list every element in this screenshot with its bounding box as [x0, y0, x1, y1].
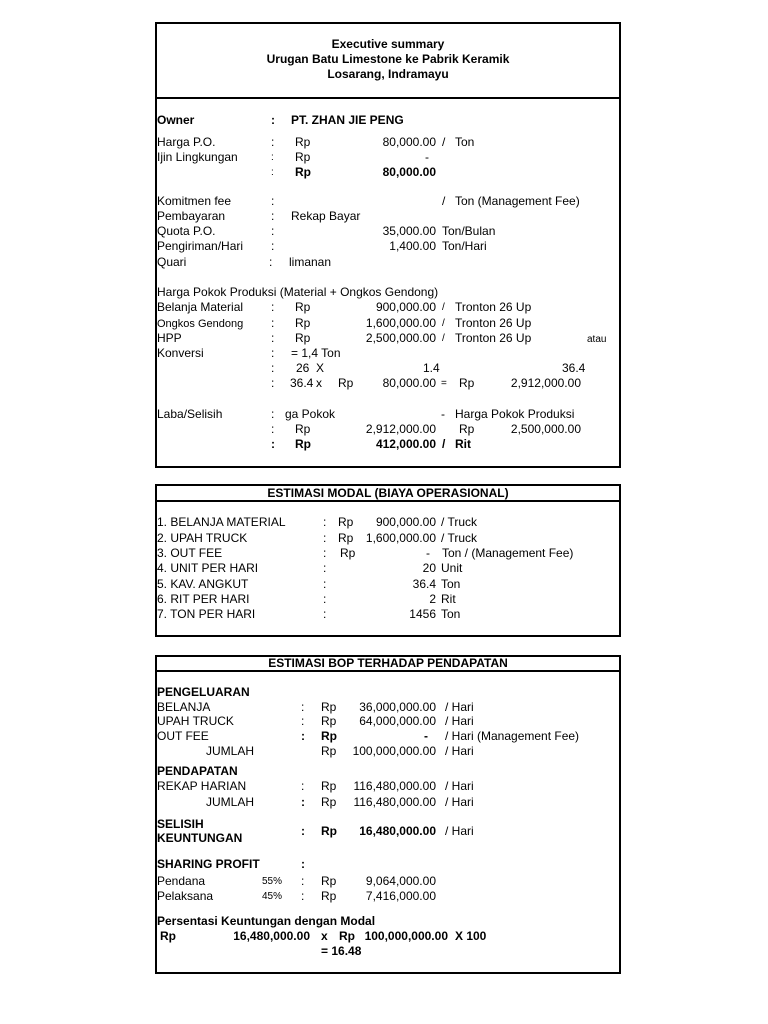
- pelaksana-value: 7,416,000.00: [365, 889, 436, 903]
- modal-row-label: 1. BELANJA MATERIAL: [157, 515, 286, 529]
- pelaksana-rp: Rp: [321, 889, 337, 903]
- modal-row-rp: Rp: [340, 546, 356, 560]
- bop-belanja-unit: / Hari: [445, 700, 474, 714]
- hpp-title: Harga Pokok Produksi (Material + Ongkos Gendong): [157, 285, 439, 299]
- selisih-label-2: KEUNTUNGAN: [157, 831, 243, 845]
- konversi2-x: X: [316, 361, 325, 375]
- quari-sep: :: [269, 255, 273, 269]
- modal-row-value: 900,000.00: [375, 515, 436, 529]
- bop-belanja-sep: :: [301, 700, 305, 714]
- owner-sep: :: [271, 113, 275, 127]
- belanja-material-sep: :: [271, 300, 275, 314]
- ongkos-gendong-label: Ongkos Gendong: [157, 318, 244, 330]
- komitmen-slash: /: [442, 194, 446, 208]
- modal-row-unit: / Truck: [441, 515, 478, 529]
- modal-row-sep: :: [323, 577, 327, 591]
- selisih-unit: / Hari: [445, 824, 474, 838]
- komitmen-unit: Ton (Management Fee): [455, 194, 580, 208]
- belanja-material-slash: /: [442, 302, 445, 313]
- bop-jumlah2-value: 116,480,000.00: [353, 795, 436, 809]
- modal-row-unit: Ton: [441, 577, 461, 591]
- belanja-material-label: Belanja Material: [157, 300, 244, 314]
- modal-row-value: 1456: [409, 607, 436, 621]
- ongkos-gendong-value: 1,600,000.00: [365, 316, 436, 330]
- quota-unit: Ton/Bulan: [442, 224, 496, 238]
- konversi3-rp2: Rp: [459, 376, 475, 390]
- komitmen-sep: :: [271, 194, 275, 208]
- konversi3-c: 2,912,000.00: [510, 376, 581, 390]
- bop-rekap-rp: Rp: [321, 779, 337, 793]
- bop-jumlah-label: JUMLAH: [206, 744, 255, 758]
- bop-jumlah-value: 100,000,000.00: [352, 744, 436, 758]
- bop-upah-rp: Rp: [321, 714, 337, 728]
- modal-row-unit: Rit: [441, 592, 456, 606]
- hpp-rp: Rp: [295, 331, 311, 345]
- modal-row-sep: :: [323, 561, 327, 575]
- konversi3-rp: Rp: [338, 376, 354, 390]
- konversi2-b: 1.4: [423, 361, 440, 375]
- konversi3-eq: =: [441, 378, 447, 389]
- modal-row-rp: Rp: [338, 531, 354, 545]
- ijin-value: -: [425, 150, 429, 164]
- bop-outfee-label: OUT FEE: [157, 729, 209, 743]
- bop-belanja-value: 36,000,000.00: [359, 700, 436, 714]
- laba-b: Harga Pokok Produksi: [455, 407, 575, 421]
- bop-jumlah-unit: / Hari: [445, 744, 474, 758]
- formula-x: x: [321, 929, 328, 943]
- selisih-label-1: SELISIH: [157, 817, 204, 831]
- modal-row-rp: Rp: [338, 515, 354, 529]
- bop-rekap-label: REKAP HARIAN: [157, 779, 247, 793]
- laba3-rp: Rp: [295, 437, 311, 451]
- bop-rekap-value: 116,480,000.00: [353, 779, 436, 793]
- ijin-label: Ijin Lingkungan: [157, 150, 238, 164]
- bop-outfee-value: -: [424, 729, 428, 743]
- harga-po-rp: Rp: [295, 135, 311, 149]
- konversi2-sep: :: [271, 361, 275, 375]
- hpp-value: 2,500,000.00: [365, 331, 436, 345]
- modal-row-unit: Unit: [441, 561, 463, 575]
- laba-minus: -: [441, 407, 445, 421]
- konversi3-x: x: [316, 376, 322, 390]
- pengiriman-label: Pengiriman/Hari: [157, 239, 244, 253]
- selisih-rp: Rp: [321, 824, 337, 838]
- belanja-material-value: 900,000.00: [375, 300, 436, 314]
- pembayaran-sep: :: [271, 209, 275, 223]
- konversi-value: = 1,4 Ton: [291, 346, 341, 360]
- bop-outfee-sep: :: [301, 729, 305, 743]
- ijin-rp: Rp: [295, 150, 311, 164]
- bop-belanja-label: BELANJA: [157, 700, 211, 714]
- harga-po-slash: /: [442, 135, 446, 149]
- selisih-sep: :: [301, 824, 305, 838]
- persentasi-heading: Persentasi Keuntungan dengan Modal: [157, 914, 376, 928]
- modal-row-unit: Ton: [441, 607, 461, 621]
- ongkos-gendong-sep: :: [271, 316, 275, 330]
- modal-row-sep: :: [323, 592, 327, 606]
- sharing-sep: :: [301, 857, 305, 871]
- hpp-unit: Tronton 26 Up: [455, 331, 532, 345]
- modal-row-value: 36.4: [412, 577, 436, 591]
- harga-po-sep: :: [271, 135, 275, 149]
- selisih-value: 16,480,000.00: [359, 824, 436, 838]
- ijin-sep: :: [271, 152, 274, 163]
- modal-row-value: 1,600,000.00: [365, 531, 436, 545]
- pelaksana-sep: :: [301, 889, 305, 903]
- modal-row-label: 7. TON PER HARI: [157, 607, 256, 621]
- sharing-heading: SHARING PROFIT: [157, 857, 260, 871]
- bop-title: ESTIMASI BOP TERHADAP PENDAPATAN: [268, 656, 508, 670]
- doc-subtitle: Urugan Batu Limestone ke Pabrik Keramik: [266, 52, 510, 66]
- bop-jumlah2-label: JUMLAH: [206, 795, 255, 809]
- konversi3-sep: :: [271, 376, 275, 390]
- bop-outfee-unit: / Hari (Management Fee): [445, 729, 580, 743]
- konversi2-a: 26: [296, 361, 310, 375]
- belanja-material-unit: Tronton 26 Up: [455, 300, 532, 314]
- bop-upah-sep: :: [301, 714, 305, 728]
- pendapatan-heading: PENDAPATAN: [157, 764, 238, 778]
- modal-row-unit: Ton / (Management Fee): [442, 546, 574, 560]
- laba3-unit: Rit: [455, 437, 471, 451]
- formula-a: 16,480,000.00: [233, 929, 310, 943]
- modal-row-label: 3. OUT FEE: [157, 546, 223, 560]
- laba2-b: 2,500,000.00: [510, 422, 581, 436]
- pendana-pct: 55%: [262, 876, 283, 887]
- total-sep: :: [271, 167, 274, 178]
- header-divider: [155, 97, 621, 99]
- modal-row-label: 4. UNIT PER HARI: [157, 561, 259, 575]
- pendana-value: 9,064,000.00: [365, 874, 436, 888]
- formula-result: = 16.48: [321, 944, 362, 958]
- ongkos-gendong-slash: /: [442, 318, 445, 329]
- formula-mult: X 100: [455, 929, 487, 943]
- laba2-rp: Rp: [295, 422, 311, 436]
- laba-label: Laba/Selisih: [157, 407, 223, 421]
- pengiriman-sep: :: [271, 239, 275, 253]
- total-rp: Rp: [295, 165, 311, 179]
- bop-rekap-sep: :: [301, 779, 305, 793]
- quota-sep: :: [271, 224, 275, 238]
- hpp-slash: /: [442, 333, 445, 344]
- doc-title: Executive summary: [331, 37, 445, 51]
- modal-row-label: 6. RIT PER HARI: [157, 592, 250, 606]
- modal-row-sep: :: [323, 607, 327, 621]
- quota-value: 35,000.00: [382, 224, 436, 238]
- ongkos-gendong-rp: Rp: [295, 316, 311, 330]
- pendana-label: Pendana: [157, 874, 206, 888]
- hpp-sep: :: [271, 331, 275, 345]
- belanja-material-rp: Rp: [295, 300, 311, 314]
- pengiriman-unit: Ton/Hari: [442, 239, 487, 253]
- modal-title-divider: [155, 500, 621, 502]
- formula-b: 100,000,000.00: [364, 929, 448, 943]
- pendana-rp: Rp: [321, 874, 337, 888]
- owner-label: Owner: [157, 113, 195, 127]
- bop-outfee-rp: Rp: [321, 729, 337, 743]
- bop-upah-value: 64,000,000.00: [359, 714, 436, 728]
- modal-row-sep: :: [323, 515, 327, 529]
- konversi2-c: 36.4: [562, 361, 586, 375]
- harga-po-label: Harga P.O.: [157, 135, 216, 149]
- hpp-label: HPP: [157, 331, 182, 345]
- bop-jumlah2-rp: Rp: [321, 795, 337, 809]
- modal-row-sep: :: [323, 531, 327, 545]
- bop-jumlah-rp: Rp: [321, 744, 337, 758]
- total-value: 80,000.00: [382, 165, 436, 179]
- modal-row-label: 5. KAV. ANGKUT: [157, 577, 249, 591]
- modal-row-unit: / Truck: [441, 531, 478, 545]
- laba-a: ga Pokok: [285, 407, 336, 421]
- bop-upah-unit: / Hari: [445, 714, 474, 728]
- doc-location: Losarang, Indramayu: [327, 67, 449, 81]
- laba2-rp2: Rp: [459, 422, 475, 436]
- pendana-sep: :: [301, 874, 305, 888]
- atau-label: atau: [587, 334, 607, 345]
- modal-row-value: 2: [429, 592, 436, 606]
- bop-jumlah2-sep: :: [301, 795, 305, 809]
- konversi-sep: :: [271, 346, 275, 360]
- harga-po-unit: Ton: [455, 135, 475, 149]
- laba2-sep: :: [271, 422, 275, 436]
- modal-row-value: -: [426, 546, 430, 560]
- formula-rp2: Rp: [339, 929, 355, 943]
- modal-row-value: 20: [422, 561, 436, 575]
- modal-title: ESTIMASI MODAL (BIAYA OPERASIONAL): [267, 486, 509, 500]
- laba-sep: :: [271, 407, 275, 421]
- bop-rekap-unit: / Hari: [445, 779, 474, 793]
- bop-upah-label: UPAH TRUCK: [157, 714, 234, 728]
- konversi3-a: 36.4: [290, 376, 314, 390]
- bop-title-divider: [155, 670, 621, 672]
- ongkos-gendong-unit: Tronton 26 Up: [455, 316, 532, 330]
- konversi-label: Konversi: [157, 346, 204, 360]
- pembayaran-value: Rekap Bayar: [291, 209, 361, 223]
- laba3-sep: :: [271, 437, 275, 451]
- formula-rp: Rp: [160, 929, 176, 943]
- harga-po-value: 80,000.00: [382, 135, 436, 149]
- bop-belanja-rp: Rp: [321, 700, 337, 714]
- quota-label: Quota P.O.: [157, 224, 216, 238]
- komitmen-label: Komitmen fee: [157, 194, 232, 208]
- pelaksana-label: Pelaksana: [157, 889, 214, 903]
- quari-value: limanan: [289, 255, 332, 269]
- pembayaran-label: Pembayaran: [157, 209, 226, 223]
- owner-value: PT. ZHAN JIE PENG: [291, 113, 404, 127]
- pelaksana-pct: 45%: [262, 891, 283, 902]
- modal-row-sep: :: [323, 546, 327, 560]
- pengeluaran-heading: PENGELUARAN: [157, 685, 250, 699]
- laba2-a: 2,912,000.00: [365, 422, 436, 436]
- pengiriman-value: 1,400.00: [389, 239, 436, 253]
- laba3-value: 412,000.00: [375, 437, 436, 451]
- quari-label: Quari: [157, 255, 187, 269]
- konversi3-b: 80,000.00: [382, 376, 436, 390]
- laba3-slash: /: [442, 437, 446, 451]
- bop-jumlah2-unit: / Hari: [445, 795, 474, 809]
- modal-row-label: 2. UPAH TRUCK: [157, 531, 248, 545]
